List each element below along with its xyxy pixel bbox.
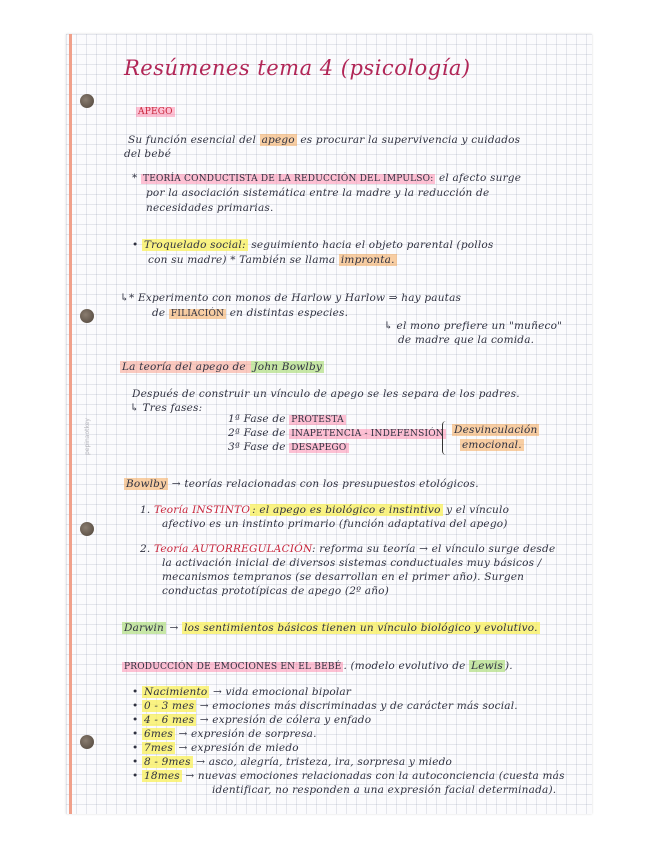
text-line: mecanismos tempranos (se desarrollan en el primer año). Surgen	[162, 571, 525, 583]
text-line: ↳ el mono prefiere un "muñeco"	[384, 320, 563, 332]
text-line: afectivo es un instinto primario (función adaptativa del apego)	[162, 518, 508, 530]
list-item: • 4 - 6 mes → expresión de cólera y enfado	[132, 714, 372, 726]
text-line: la activación inicial de diversos sistemas conductuales muy básicos /	[162, 557, 542, 569]
punch-hole	[80, 735, 94, 749]
text-line: Su función esencial del apego es procurar la supervivencia y cuidados	[128, 134, 521, 146]
text-line: por la asociación sistemática entre la madre y la reducción de	[146, 187, 490, 199]
text-line: conductas prototípicas de apego (2º año)	[162, 585, 390, 597]
list-item: • Nacimiento → vida emocional bipolar	[132, 686, 352, 698]
phase-item: 1ª Fase de PROTESTA	[228, 413, 344, 425]
punch-hole	[80, 94, 94, 108]
page-title: Resúmenes tema 4 (psicología)	[124, 56, 471, 80]
list-item: • 7mes → expresión de miedo	[132, 742, 299, 754]
text-line: • Troquelado social: seguimiento hacia el objeto parental (pollos	[132, 239, 494, 251]
text-line: identificar, no responden a una expresión facial determinada).	[212, 784, 557, 796]
section-heading-emociones: PRODUCCIÓN DE EMOCIONES EN EL BEBÉ . (modelo evolutivo de Lewis ).	[124, 660, 513, 672]
text-line: ↳ Tres fases:	[130, 402, 203, 414]
brace-icon	[442, 421, 449, 455]
list-item: • 8 - 9mes → asco, alegría, tristeza, ira, sorpresa y miedo	[132, 756, 453, 768]
phase-item: 2ª Fase de INAPETENCIA - INDEFENSIÓN	[228, 427, 444, 439]
text-line: Darwin → los sentimientos básicos tienen un vínculo biológico y evolutivo.	[124, 622, 538, 634]
text-line: 1. Teoría INSTINTO : el apego es biológico e instintivo y el vínculo	[140, 504, 510, 516]
list-item: • 18mes → nuevas emociones relacionadas con la autoconciencia (cuesta más	[132, 770, 565, 782]
text-line: necesidades primarias.	[146, 202, 274, 214]
text-line: ↳* Experimento con monos de Harlow y Harlow ⇒ hay pautas	[120, 292, 462, 304]
text-line: de madre que la comida.	[398, 334, 535, 346]
list-item: • 6mes → expresión de sorpresa.	[132, 728, 317, 740]
section-heading-bowlby: La teoría del apego de John Bowlby	[122, 361, 323, 373]
section-heading-apego: APEGO	[138, 107, 173, 117]
phase-item: 3ª Fase de DESAPEGO	[228, 441, 347, 453]
text-line: Después de construir un vínculo de apego se les separa de los padres.	[132, 388, 520, 400]
margin-line	[69, 34, 72, 814]
text-line: Bowlby → teorías relacionadas con los presupuestos etológicos.	[126, 478, 479, 490]
watermark: pepinaotkey	[84, 418, 91, 455]
list-item: • 0 - 3 mes → emociones más discriminadas y de carácter más social.	[132, 700, 518, 712]
text-line: con su madre) * También se llama impronta.	[148, 254, 395, 266]
punch-hole	[80, 309, 94, 323]
text-line: 2. Teoría AUTORREGULACIÓN: reforma su teoría → el vínculo surge desde	[140, 543, 556, 555]
text-line: * TEORÍA CONDUCTISTA DE LA REDUCCIÓN DEL IMPULSO: el afecto surge	[132, 172, 522, 184]
punch-hole	[80, 522, 94, 536]
text-line: emocional.	[462, 439, 522, 451]
text-line: de FILIACIÓN en distintas especies.	[152, 307, 349, 319]
text-line: Desvinculación	[454, 424, 538, 436]
text-line: del bebé	[124, 148, 172, 160]
